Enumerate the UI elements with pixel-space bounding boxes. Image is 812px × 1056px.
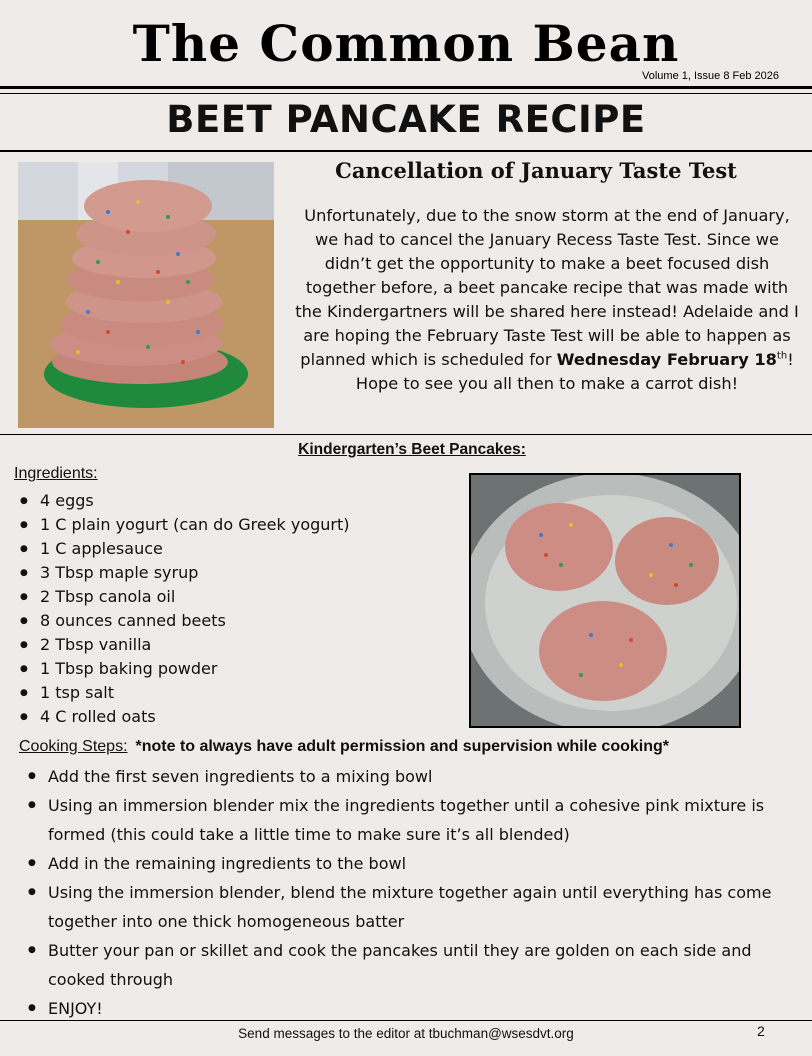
cancellation-text-start: Unfortunately, due to the snow storm at the end of January, we had to cancel the January Recess Taste Test. Since we didn’t get the opportunity to make a beet focused dish together before, a beet pancake recipe that was made with the Kindergartners will be shared here instead! Adelaide and I are hoping the February Taste Test will be able to happen as planned which is scheduled for <box>295 206 799 369</box>
cancellation-body <box>294 204 800 396</box>
ingredient-item: ● 1 C plain yogurt (can do Greek yogurt) <box>18 513 350 537</box>
cooking-steps-heading <box>19 738 669 756</box>
ingredients-list <box>18 489 350 729</box>
page-title: BEET PANCAKE RECIPE <box>166 98 646 141</box>
ingredient-item: ● 1 tsp salt <box>18 681 350 705</box>
header-rule-bottom <box>0 93 812 94</box>
pancake-stack-illustration <box>18 162 274 428</box>
ingredient-item: ● 4 C rolled oats <box>18 705 350 729</box>
page-number: 2 <box>757 1023 765 1039</box>
ingredient-item: ● 4 eggs <box>18 489 350 513</box>
header-rule-top <box>0 86 812 89</box>
title-rule <box>0 150 812 152</box>
newsletter-masthead: The Common Bean <box>132 14 680 73</box>
issue-info: Volume 1, Issue 8 Feb 2026 <box>642 70 779 82</box>
skillet-illustration <box>471 475 739 726</box>
ingredient-item: ● 3 Tbsp maple syrup <box>18 561 350 585</box>
step-item: ● Using an immersion blender mix the ingredients together until a cohesive pink mixture is formed (this could take a little time to make sure it’s all blended) <box>26 791 806 849</box>
step-item: ● Add in the remaining ingredients to the bowl <box>26 849 806 878</box>
step-item: ● Add the first seven ingredients to a mixing bowl <box>26 762 806 791</box>
ingredient-item: ● 1 Tbsp baking powder <box>18 657 350 681</box>
cancellation-text-end: ! Hope to see you all then to make a carrot dish! <box>355 350 794 393</box>
footer-contact: Send messages to the editor at tbuchman@wsesdvt.org <box>238 1026 574 1041</box>
taste-test-date: Wednesday February 18 <box>556 350 777 369</box>
pancake-stack-photo <box>18 162 274 428</box>
step-item: ● ENJOY! <box>26 994 806 1023</box>
date-ordinal: th <box>776 350 788 362</box>
skillet-pancakes-photo <box>469 473 741 728</box>
ingredient-item: ● 8 ounces canned beets <box>18 609 350 633</box>
cooking-steps-label: Cooking Steps: <box>19 738 128 755</box>
ingredients-label: Ingredients: <box>14 465 98 482</box>
article-divider <box>0 434 812 435</box>
cancellation-heading: Cancellation of January Taste Test <box>335 158 737 183</box>
cooking-steps-list <box>26 762 806 1023</box>
step-item: ● Using the immersion blender, blend the mixture together again until everything has come together into one thick homogeneous batter <box>26 878 806 936</box>
footer-rule <box>0 1020 812 1021</box>
ingredient-item: ● 1 C applesauce <box>18 537 350 561</box>
ingredient-item: ● 2 Tbsp vanilla <box>18 633 350 657</box>
step-item: ● Butter your pan or skillet and cook the pancakes until they are golden on each side and cooked through <box>26 936 806 994</box>
ingredient-item: ● 2 Tbsp canola oil <box>18 585 350 609</box>
recipe-title: Kindergarten’s Beet Pancakes: <box>298 441 526 458</box>
supervision-note: *note to always have adult permission and supervision while cooking* <box>135 738 669 755</box>
